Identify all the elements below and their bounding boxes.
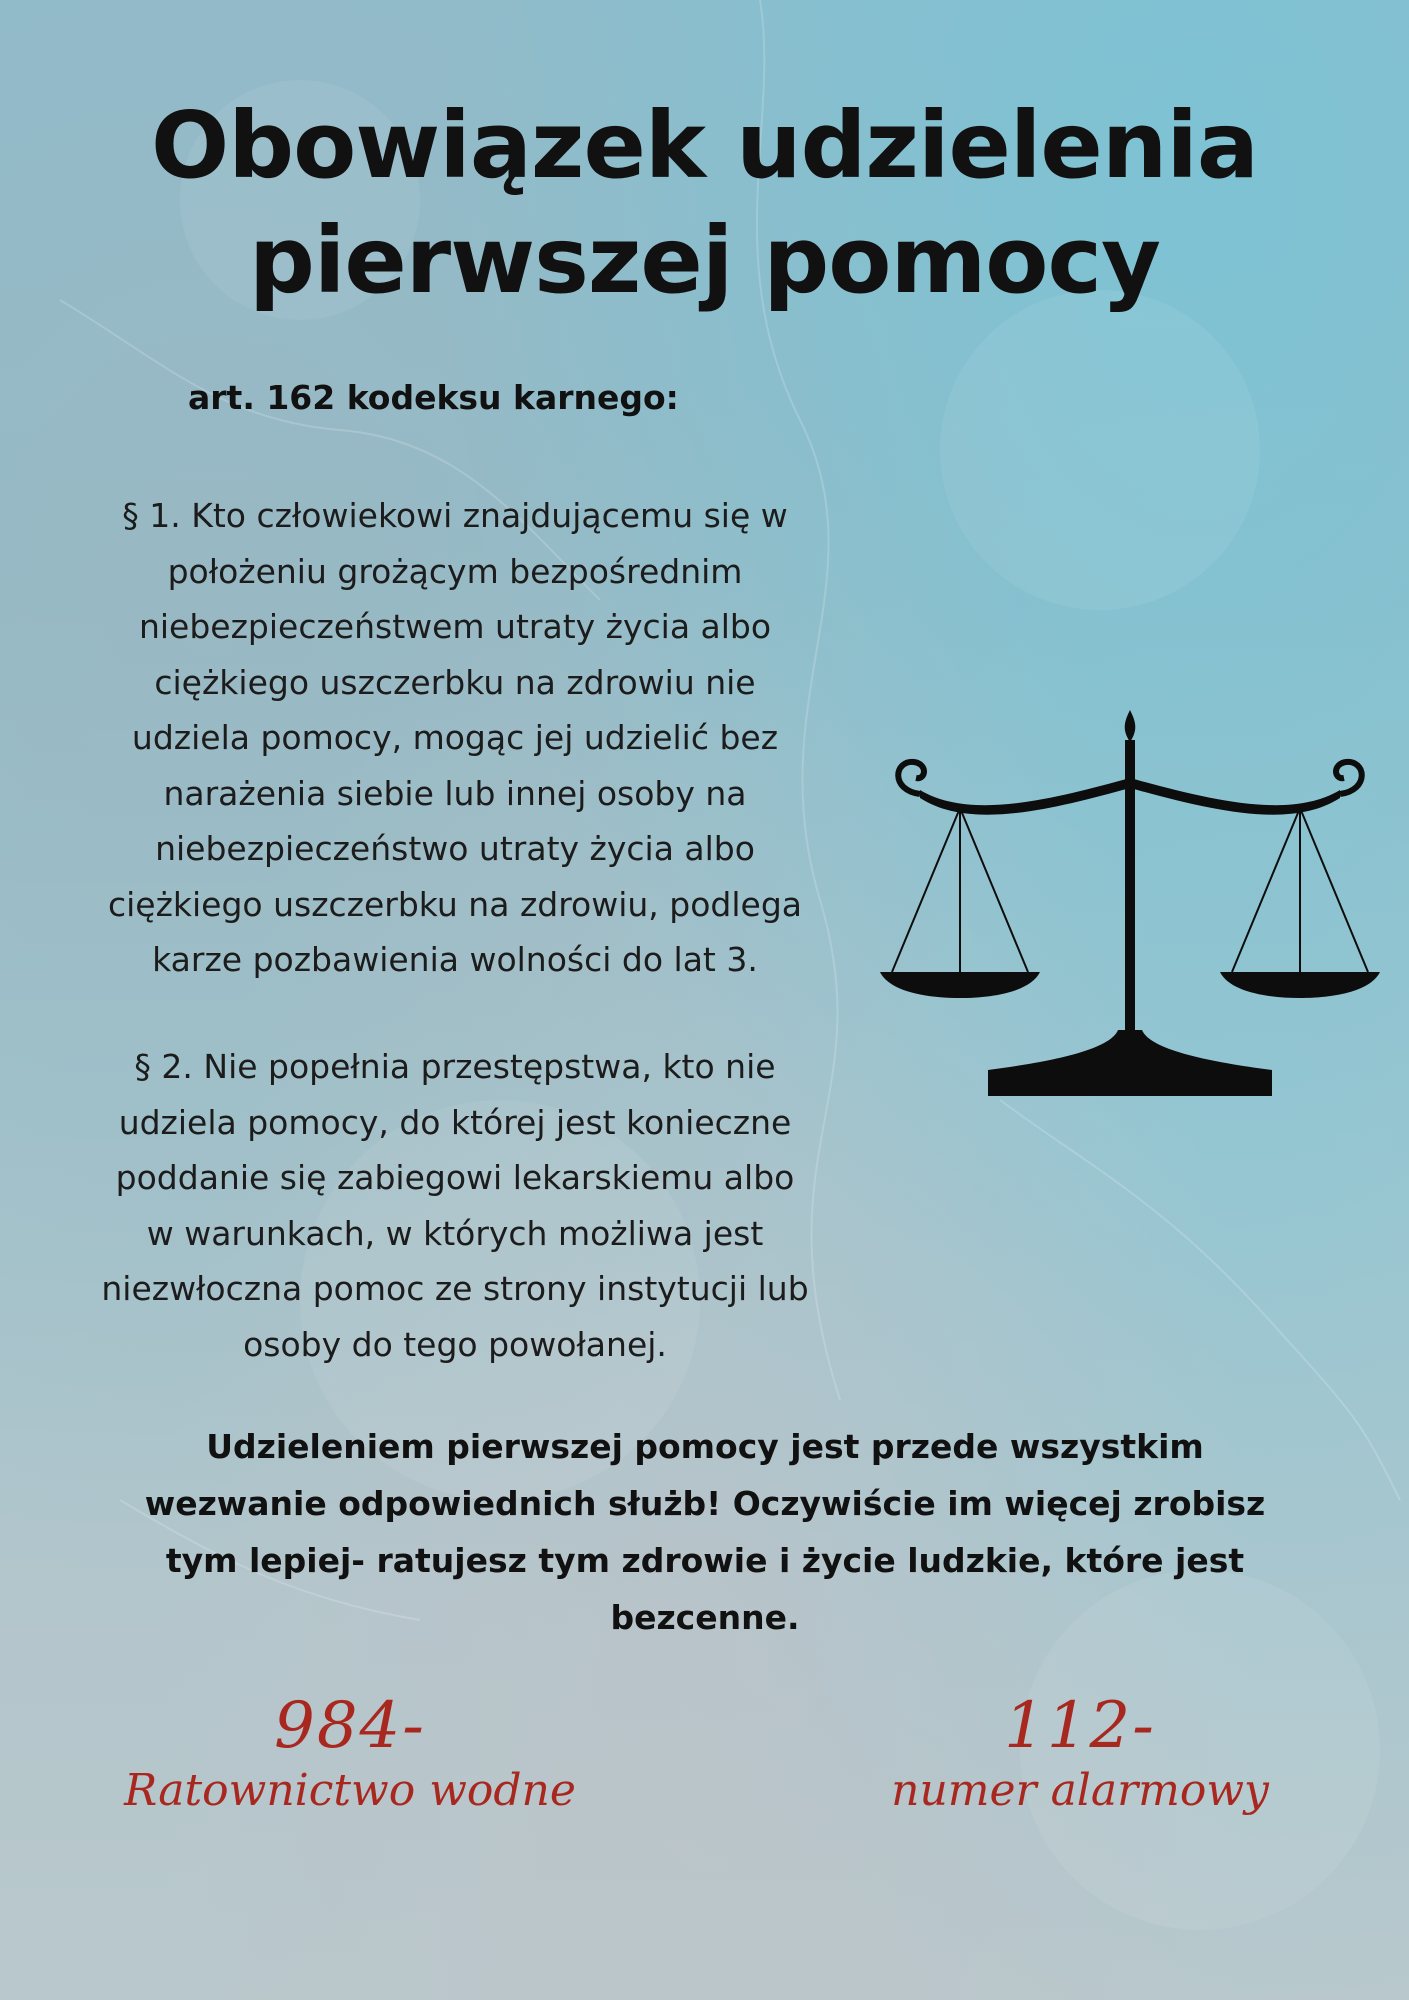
paragraph-2-line: niezwłoczna pomoc ze strony instytucji lub xyxy=(101,1269,809,1308)
title-line-1: Obowiązek udzielenia xyxy=(151,92,1258,199)
first-aid-note xyxy=(40,1418,1370,1646)
note-line: tym lepiej- ratujesz tym zdrowie i życie ludzkie, które jest xyxy=(165,1541,1245,1580)
paragraph-1-line: niebezpieczeństwem utraty życia albo xyxy=(138,607,772,646)
paragraph-1-line: narażenia siebie lub innej osoby na xyxy=(163,773,747,813)
emergency-number: 112- xyxy=(1004,1689,1156,1763)
water-rescue-contact xyxy=(80,1688,620,1818)
water-rescue-number: 984- xyxy=(274,1689,426,1763)
paragraph-1-line: położeniu grożącym bezpośrednim xyxy=(167,551,743,591)
note-line: bezcenne. xyxy=(610,1598,800,1637)
paragraph-1-line: karze pozbawienia wolności do lat 3. xyxy=(152,940,758,979)
paragraph-1-line: ciężkiego uszczerbku na zdrowiu nie xyxy=(154,662,756,702)
article-heading: art. 162 kodeksu karnego: xyxy=(188,378,679,417)
water-rescue-label: Ratownictwo wodne xyxy=(124,1765,576,1816)
paragraph-2 xyxy=(20,1039,890,1372)
note-line: wezwanie odpowiednich służb! Oczywiście im więcej zrobisz xyxy=(144,1484,1266,1523)
paragraph-2-line: § 2. Nie popełnia przestępstwa, kto nie xyxy=(134,1047,776,1086)
paragraph-2-line: osoby do tego powołanej. xyxy=(243,1324,667,1364)
paragraph-1-line: ciężkiego uszczerbku na zdrowiu, podlega xyxy=(107,884,803,924)
page-title xyxy=(0,88,1409,318)
emergency-contact xyxy=(860,1688,1300,1818)
paragraph-2-line: poddanie się zabiegowi lekarskiemu albo xyxy=(115,1158,795,1197)
title-line-2: pierwszej pomocy xyxy=(248,207,1161,314)
paragraph-1-line: § 1. Kto człowiekowi znajdującemu się w xyxy=(122,496,788,535)
paragraph-2-line: udziela pomocy, do której jest konieczne xyxy=(118,1102,792,1142)
paragraph-1 xyxy=(20,488,890,988)
emergency-label: numer alarmowy xyxy=(891,1765,1269,1816)
paragraph-1-line: niebezpieczeństwo utraty życia albo xyxy=(155,829,755,868)
paragraph-1-line: udziela pomocy, mogąc jej udzielić bez xyxy=(131,718,779,757)
scales-of-justice-icon xyxy=(880,700,1400,1100)
note-line: Udzieleniem pierwszej pomocy jest przede wszystkim xyxy=(206,1427,1204,1466)
paragraph-2-line: w warunkach, w których możliwa jest xyxy=(146,1213,764,1253)
